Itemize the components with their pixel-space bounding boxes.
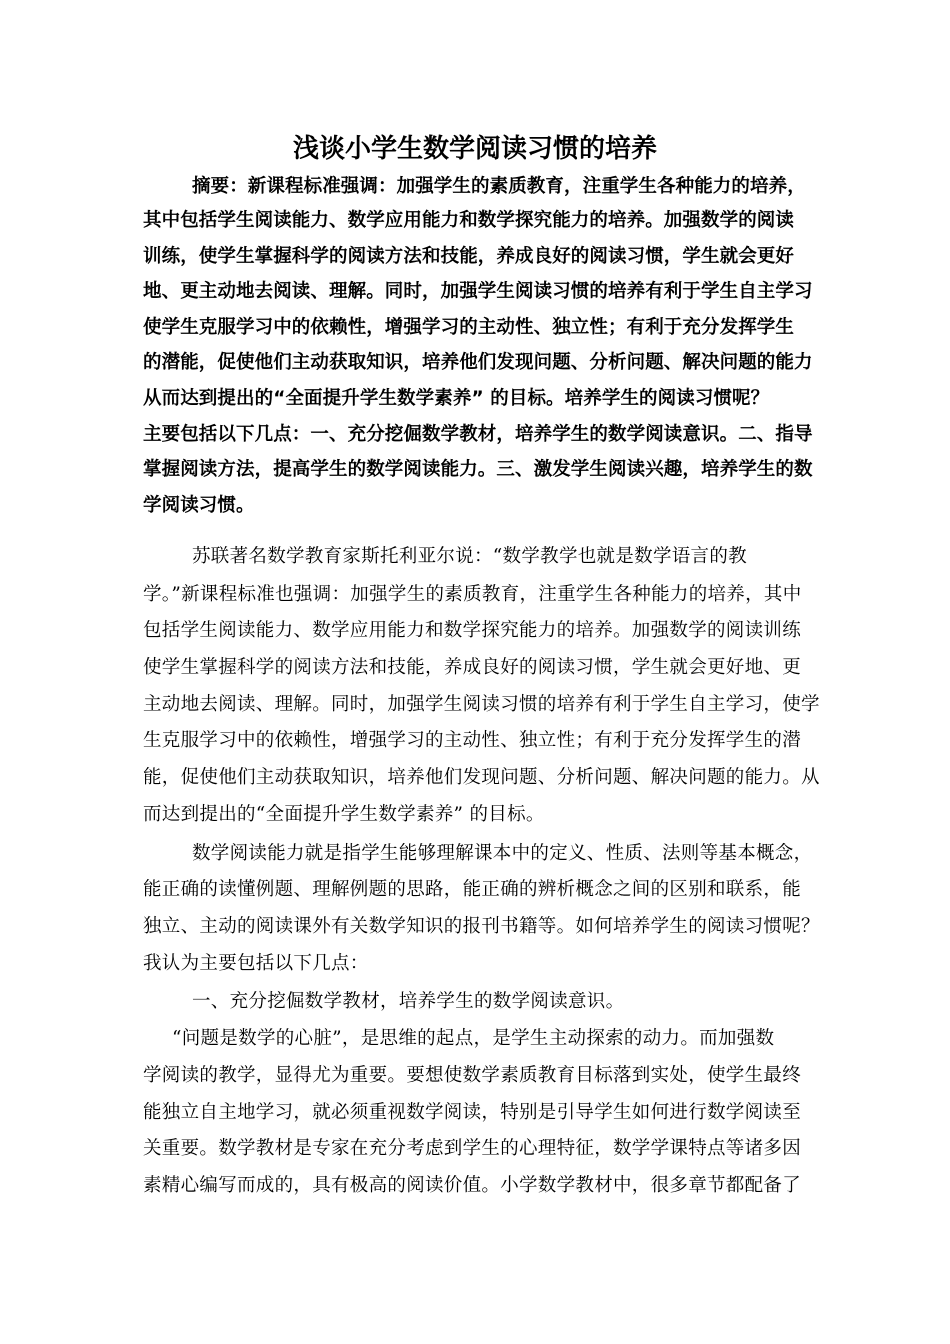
section-heading: 一、充分挖倔数学教材，培养学生的数学阅读意识。 — [192, 991, 625, 1012]
body-line: 学。”新课程标准也强调：加强学生的素质教育，注重学生各种能力的培养，其中 — [143, 584, 802, 605]
abstract-line: 从而达到提出的“全面提升学生数学素养” 的目标。培养学生的阅读习惯呢？ — [143, 388, 770, 409]
body-line: 能独立自主地学习，就必须重视数学阅读，特别是引导学生如何进行数学阅读至 — [143, 1102, 802, 1123]
body-line: 我认为主要包括以下几点： — [143, 953, 369, 974]
body-line: 学阅读的教学，显得尤为重要。要想使数学素质教育目标落到实处，使学生最终 — [143, 1065, 802, 1086]
abstract-line: 地、更主动地去阅读、理解。同时，加强学生阅读习惯的培养有利于学生自主学习 — [143, 281, 813, 302]
body-line: 数学阅读能力就是指学生能够理解课本中的定义、性质、法则等基本概念， — [192, 843, 813, 864]
body-line: 关重要。数学教材是专家在充分考虑到学生的心理特征，数学学课特点等诸多因 — [143, 1138, 802, 1159]
abstract-line: 摘要：新课程标准强调：加强学生的素质教育，注重学生各种能力的培养， — [192, 176, 806, 197]
abstract-line: 掌握阅读方法，提高学生的数学阅读能力。三、激发学生阅读兴趣，培养学生的数 — [143, 459, 813, 480]
body-line: 包括学生阅读能力、数学应用能力和数学探究能力的培养。加强数学的阅读训练 — [143, 620, 802, 641]
abstract-line: 训练，使学生掌握科学的阅读方法和技能，养成良好的阅读习惯，学生就会更好 — [143, 246, 795, 267]
body-line: 使学生掌握科学的阅读方法和技能，养成良好的阅读习惯，学生就会更好地、更 — [143, 657, 802, 678]
body-line: 素精心编写而成的，具有极高的阅读价值。小学数学教材中，很多章节都配备了 — [143, 1175, 802, 1196]
body-line: 而达到提出的“全面提升学生数学素养” 的目标。 — [143, 804, 545, 825]
body-line: 主动地去阅读、理解。同时，加强学生阅读习惯的培养有利于学生自主学习，使学 — [143, 694, 820, 715]
abstract-line: 主要包括以下几点：一、充分挖倔数学教材，培养学生的数学阅读意识。二、指导 — [143, 424, 813, 445]
body-line: 独立、主动的阅读课外有关数学知识的报刊书籍等。如何培养学生的阅读习惯呢？ — [143, 916, 820, 937]
document-title: 浅谈小学生数学阅读习惯的培养 — [292, 134, 657, 164]
abstract-line: 使学生克服学习中的依赖性，增强学习的主动性、独立性；有利于充分发挥学生 — [143, 317, 795, 338]
abstract-line: 的潜能，促使他们主动获取知识，培养他们发现问题、分析问题、解决问题的能力 — [143, 352, 813, 373]
abstract-line: 学阅读习惯。 — [143, 495, 255, 516]
body-line: 能正确的读懂例题、理解例题的思路，能正确的辨析概念之间的区别和联系，能 — [143, 879, 802, 900]
body-line: “问题是数学的心脏”，是思维的起点，是学生主动探索的动力。而加强数 — [172, 1028, 775, 1049]
abstract-line: 其中包括学生阅读能力、数学应用能力和数学探究能力的培养。加强数学的阅读 — [143, 210, 795, 231]
body-line: 能，促使他们主动获取知识，培养他们发现问题、分析问题、解决问题的能力。从 — [143, 767, 820, 788]
body-line: 苏联著名数学教育家斯托利亚尔说：“数学教学也就是数学语言的教 — [192, 546, 747, 567]
body-line: 生克服学习中的依赖性，增强学习的主动性、独立性；有利于充分发挥学生的潜 — [143, 730, 802, 751]
